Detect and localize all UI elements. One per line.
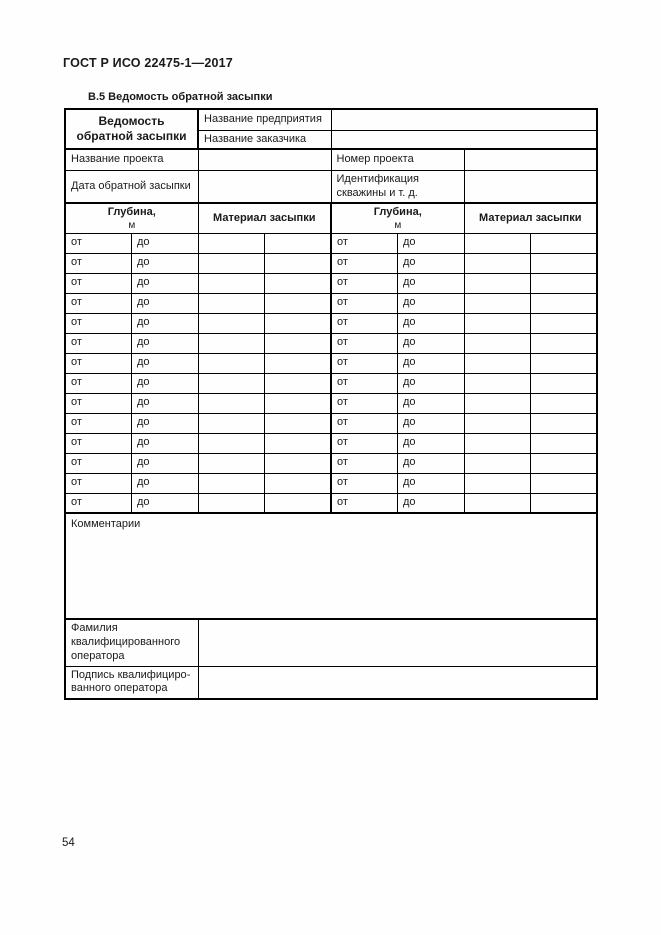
material-value-cell	[464, 393, 531, 413]
material-value-cell	[265, 433, 332, 453]
from-label-cell: от	[331, 373, 398, 393]
material-value-cell	[531, 313, 598, 333]
depth-header-label: Глубина,	[373, 206, 422, 219]
company-label-cell: Название предприятия	[198, 109, 331, 130]
project-number-label-cell: Номер проекта	[331, 149, 464, 170]
project-name-label-cell: Название проекта	[65, 149, 198, 170]
table-row	[65, 233, 597, 253]
to-label-cell: до	[132, 373, 199, 393]
from-label-cell: от	[331, 273, 398, 293]
to-label-cell: до	[132, 413, 199, 433]
material-value-cell	[265, 413, 332, 433]
depth-header-right	[331, 203, 464, 233]
material-value-cell	[198, 353, 265, 373]
material-value-cell	[464, 253, 531, 273]
company-value-cell	[331, 109, 597, 130]
table-row	[65, 373, 597, 393]
material-value-cell	[464, 433, 531, 453]
depth-header-label: Глубина,	[107, 206, 156, 219]
material-value-cell	[464, 373, 531, 393]
to-label-cell: до	[398, 433, 465, 453]
material-value-cell	[198, 333, 265, 353]
to-label-cell: до	[132, 233, 199, 253]
material-value-cell	[198, 293, 265, 313]
backfill-date-label-cell: Дата обратной засыпки	[65, 170, 198, 203]
material-value-cell	[531, 393, 598, 413]
to-label-cell: до	[398, 473, 465, 493]
to-label-cell: до	[132, 493, 199, 513]
backfill-form-table	[64, 108, 598, 700]
to-label-cell: до	[132, 333, 199, 353]
customer-value-cell	[331, 130, 597, 149]
from-label-cell: от	[65, 393, 132, 413]
material-value-cell	[198, 433, 265, 453]
depth-header-left	[65, 203, 198, 233]
to-label-cell: до	[398, 393, 465, 413]
to-label-cell: до	[132, 453, 199, 473]
material-value-cell	[198, 373, 265, 393]
to-label-cell: до	[398, 493, 465, 513]
to-label-cell: до	[132, 273, 199, 293]
material-value-cell	[265, 293, 332, 313]
from-label-cell: от	[331, 493, 398, 513]
project-name-value-cell	[198, 149, 331, 170]
material-header-right: Материал засыпки	[464, 203, 597, 233]
to-label-cell: до	[398, 453, 465, 473]
form-header-block	[65, 109, 597, 233]
operator-signature-value-cell	[198, 666, 597, 699]
section-title: В.5 Ведомость обратной засыпки	[88, 91, 273, 103]
from-label-cell: от	[65, 273, 132, 293]
material-value-cell	[265, 313, 332, 333]
from-label-cell: от	[331, 413, 398, 433]
table-row	[65, 473, 597, 493]
material-value-cell	[531, 273, 598, 293]
from-label-cell: от	[331, 233, 398, 253]
company-row	[65, 109, 597, 130]
material-value-cell	[265, 353, 332, 373]
from-label-cell: от	[331, 473, 398, 493]
table-row	[65, 273, 597, 293]
material-value-cell	[531, 433, 598, 453]
material-value-cell	[464, 453, 531, 473]
material-value-cell	[198, 453, 265, 473]
to-label-cell: до	[398, 413, 465, 433]
material-value-cell	[531, 493, 598, 513]
page-number: 54	[62, 837, 75, 849]
from-label-cell: от	[65, 493, 132, 513]
from-label-cell: от	[65, 333, 132, 353]
from-label-cell: от	[331, 453, 398, 473]
from-label-cell: от	[65, 293, 132, 313]
to-label-cell: до	[132, 313, 199, 333]
material-value-cell	[198, 393, 265, 413]
material-value-cell	[198, 413, 265, 433]
material-value-cell	[265, 373, 332, 393]
borehole-id-label-cell: Идентификация скважины и т. д.	[331, 170, 464, 203]
table-row	[65, 453, 597, 473]
table-row	[65, 393, 597, 413]
material-value-cell	[464, 313, 531, 333]
operator-name-label-cell: Фамилия квалифицированного оператора	[65, 619, 198, 666]
material-value-cell	[464, 413, 531, 433]
material-value-cell	[198, 313, 265, 333]
column-header-row	[65, 203, 597, 233]
from-label-cell: от	[331, 353, 398, 373]
table-row	[65, 253, 597, 273]
from-label-cell: от	[65, 373, 132, 393]
table-row	[65, 293, 597, 313]
to-label-cell: до	[132, 473, 199, 493]
material-value-cell	[265, 493, 332, 513]
from-label-cell: от	[331, 333, 398, 353]
table-row	[65, 313, 597, 333]
material-value-cell	[531, 453, 598, 473]
material-value-cell	[531, 353, 598, 373]
form-title-cell: Ведомость обратной засыпки	[65, 109, 198, 149]
to-label-cell: до	[398, 313, 465, 333]
material-value-cell	[464, 493, 531, 513]
from-label-cell: от	[65, 473, 132, 493]
to-label-cell: до	[398, 273, 465, 293]
material-value-cell	[531, 413, 598, 433]
material-value-cell	[531, 253, 598, 273]
material-value-cell	[531, 233, 598, 253]
from-label-cell: от	[65, 413, 132, 433]
to-label-cell: до	[132, 293, 199, 313]
to-label-cell: до	[398, 293, 465, 313]
material-value-cell	[265, 333, 332, 353]
borehole-id-value-cell	[464, 170, 597, 203]
material-value-cell	[265, 473, 332, 493]
operator-name-value-cell	[198, 619, 597, 666]
material-value-cell	[531, 373, 598, 393]
material-value-cell	[198, 473, 265, 493]
from-label-cell: от	[65, 233, 132, 253]
material-value-cell	[531, 473, 598, 493]
from-label-cell: от	[331, 293, 398, 313]
from-label-cell: от	[65, 253, 132, 273]
depth-unit-label: м	[394, 219, 402, 231]
from-label-cell: от	[331, 253, 398, 273]
form-footer-block	[65, 513, 597, 699]
material-value-cell	[265, 253, 332, 273]
material-value-cell	[198, 493, 265, 513]
from-label-cell: от	[331, 433, 398, 453]
table-row	[65, 493, 597, 513]
date-row	[65, 170, 597, 203]
to-label-cell: до	[398, 373, 465, 393]
project-row	[65, 149, 597, 170]
comments-cell: Комментарии	[65, 513, 597, 619]
material-value-cell	[464, 293, 531, 313]
to-label-cell: до	[398, 333, 465, 353]
customer-label-cell: Название заказчика	[198, 130, 331, 149]
material-value-cell	[198, 253, 265, 273]
material-value-cell	[464, 353, 531, 373]
material-value-cell	[198, 273, 265, 293]
to-label-cell: до	[398, 353, 465, 373]
material-value-cell	[531, 333, 598, 353]
material-value-cell	[265, 233, 332, 253]
operator-name-row	[65, 619, 597, 666]
to-label-cell: до	[132, 353, 199, 373]
material-value-cell	[531, 293, 598, 313]
project-number-value-cell	[464, 149, 597, 170]
from-label-cell: от	[65, 453, 132, 473]
material-value-cell	[265, 393, 332, 413]
table-row	[65, 333, 597, 353]
to-label-cell: до	[398, 253, 465, 273]
operator-signature-label-cell: Подпись квалифицированного оператора	[65, 666, 198, 699]
material-value-cell	[464, 273, 531, 293]
material-value-cell	[464, 333, 531, 353]
table-row	[65, 353, 597, 373]
comments-row	[65, 513, 597, 619]
to-label-cell: до	[132, 253, 199, 273]
material-value-cell	[265, 453, 332, 473]
material-value-cell	[198, 233, 265, 253]
material-value-cell	[265, 273, 332, 293]
from-label-cell: от	[65, 313, 132, 333]
from-label-cell: от	[65, 353, 132, 373]
backfill-date-value-cell	[198, 170, 331, 203]
from-label-cell: от	[331, 313, 398, 333]
material-value-cell	[464, 473, 531, 493]
to-label-cell: до	[132, 433, 199, 453]
depth-unit-label: м	[128, 219, 136, 231]
material-value-cell	[464, 233, 531, 253]
table-row	[65, 413, 597, 433]
depth-material-rows	[65, 233, 597, 513]
to-label-cell: до	[398, 233, 465, 253]
operator-signature-row	[65, 666, 597, 699]
to-label-cell: до	[132, 393, 199, 413]
from-label-cell: от	[65, 433, 132, 453]
table-row	[65, 433, 597, 453]
doc-header: ГОСТ Р ИСО 22475-1—2017	[63, 56, 233, 70]
from-label-cell: от	[331, 393, 398, 413]
material-header-left: Материал засыпки	[198, 203, 331, 233]
